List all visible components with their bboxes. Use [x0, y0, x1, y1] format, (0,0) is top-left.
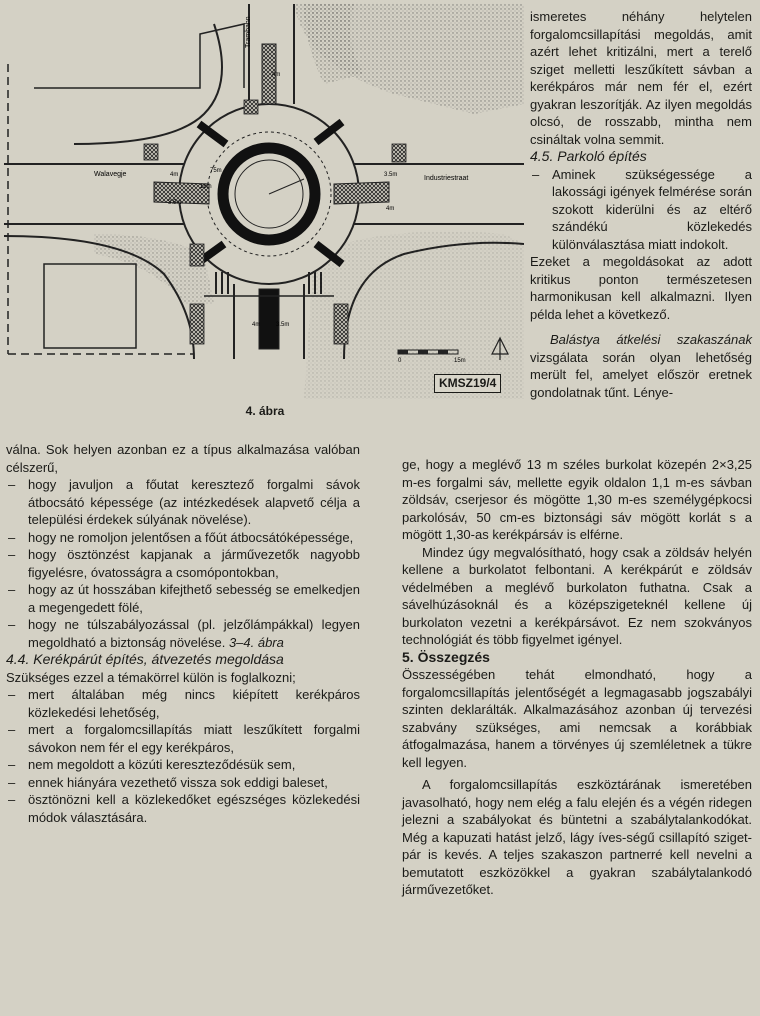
paragraph-harmony: Ezeket a megoldásokat az adott kritikus ponton természetesen harmonikusan kell alkalmazni. Ilyen példa lehet a következő.: [530, 254, 752, 322]
label-16m: 16m: [200, 184, 212, 190]
balastya-italic: Balástya átkelési szakaszának: [550, 332, 752, 347]
list-item-b5: – ösztönözni kell a közlekedőket egészséges közlekedési módok választására.: [6, 791, 360, 826]
label-4m-c: 4m: [386, 206, 395, 212]
heading-5: 5. Összegzés: [402, 648, 490, 665]
figure-id-box: KMSZ19/4: [434, 374, 501, 393]
paragraph-greenbelt: Mindez úgy megvalósítható, hogy csak a zöldsáv helyén kellene a burkolatot felbontani. A kerékpárút e zöldsáv védelmében a meglévő burkolaton futhatna. Csak a sávelhúzásoknál és a középszigeteknél kellene új burkolaton vezetni a kerékpársávot. Ez nem szokványos technológiát és több figyelmet igényel.: [402, 544, 752, 647]
right-column-bottom: [402, 456, 752, 899]
list-item-a2: – hogy ne romoljon jelentősen a főút átbocsátóképessége,: [6, 529, 360, 547]
heading-4-5: 4.5. Parkoló építés: [530, 148, 647, 164]
roundabout-figure: [4, 4, 524, 399]
list-item-b4: – ennek hiányára vezethető vissza sok eddigi baleset,: [6, 774, 360, 792]
right-column-top: [530, 8, 752, 401]
list-item-parking: – Aminek szükségessége a lakossági igények felmérése során szokott kiderülni és az eltérő szándékú közlekedés különválasztása miatt indokolt.: [530, 166, 752, 254]
paragraph-bike-topic: Szükséges ezzel a témakörrel külön is foglalkozni;: [6, 669, 296, 685]
label-35m-b: 3.5m: [384, 172, 398, 178]
paragraph-bad-solutions: ismeretes néhány helytelen forgalomcsillapítási megoldás, amit azért lehet kritizálni, mert a terelő sziget melletti leszűkített sávban a kerékpáros már nem fér el, ezért gyakran leszorítják. Az ilyen megoldás olcsó, de rosszabb, mintha nem csináltak volna semmit.: [530, 9, 752, 147]
list-item-b3: – nem megoldott a közúti kereszteződésük sem,: [6, 756, 360, 774]
label-35m-c: 3.5m: [276, 322, 290, 328]
label-35m-a: 3.5m: [168, 200, 182, 206]
label-left-road: Walavegje: [94, 171, 127, 178]
label-75m: 75m: [210, 168, 222, 174]
list-item-a5: [6, 616, 360, 651]
left-column: [6, 441, 360, 826]
label-4m-d: 4m: [252, 322, 261, 328]
figure-ref: 3–4. ábra: [228, 634, 284, 650]
label-4m-a: 4m: [170, 172, 179, 178]
list-item-a5-text: hogy ne túlszabályozással (pl. jelzőlámpákkal) legyen megoldható a biztonság növelése.: [28, 617, 360, 650]
list-item-b1: – mert általában még nincs kiépített kerékpáros közlekedési lehetőség,: [6, 686, 360, 721]
list-item-b2: – mert a forgalomcsillapítás miatt leszűkített forgalmi sávokon nem fér el egy kerékpáros,: [6, 721, 360, 756]
paragraph-type-usage: válna. Sok helyen azonban ez a típus alkalmazása valóban célszerű,: [6, 442, 360, 475]
balastya-rest: vizsgálata során olyan lehetőség merült fel, amelyet először eretnek gondolatnak tűnt. Lénye-: [530, 349, 752, 400]
scale-zero: 0: [398, 358, 402, 364]
list-item-a1: – hogy javuljon a főutat keresztező forgalmi sávok átbocsátó képessége (az intézkedések alapvető célja a települési érdekek súlyának növelése).: [6, 476, 360, 529]
list-item-a4: – hogy az út hosszában kifejthető sebesség se emelkedjen a megengedett fölé,: [6, 581, 360, 616]
list-item-a3: – hogy ösztönzést kapjanak a járművezetők nagyobb figyelésre, óvatosságra a csomópontokban,: [6, 546, 360, 581]
paragraph-toolbox: A forgalomcsillapítás eszköztárának ismeretében javasolható, hogy nem elég a falu elején és a végén ridegen jelezni a szabályokat és büntetni a szabálytalankodókat. Még a kapuzati hatást jelző, lágy íves-ségű csillapító sziget-pár is kevés. A teljes szakaszon partnerré kell nevelni a bemutatott eszközökkel a gyakran szabálytalankodó járművezetőket.: [402, 777, 752, 897]
paragraph-balastya: [530, 331, 752, 401]
scale-15m: 15m: [454, 358, 466, 364]
paragraph-balastya-cont: ge, hogy a meglévő 13 m széles burkolat közepén 2×3,25 m-es forgalmi sáv, mellette egyik oldalon 1,1 m-es sávban zöldsáv, cserjesor és mögötte 1,30 m-es személygépkocsi parkolósáv, 50 cm-es biztonsági sáv mögött korlát s a mögött 1,30-as kerékpársáv is elférne.: [402, 457, 752, 542]
label-4m-b: 4m: [272, 72, 281, 78]
paragraph-summary: Összességében tehát elmondható, hogy a forgalomcsillapítás jelentőségét a legmagasabb jogszabályi szinten deklarálták. Alkalmazásához azonban új tervezési szabvány szükséges, ami nemcsak a korábbiak átfogalmazása, hanem a törvényes új szemléletnek a tükre kell legyen.: [402, 667, 752, 770]
label-right-road: Industriestraat: [424, 175, 469, 182]
label-tram: Trambahn: [245, 16, 252, 48]
heading-4-4: 4.4. Kerékpárút építés, átvezetés megoldása: [6, 651, 284, 667]
figure-caption: 4. ábra: [245, 404, 285, 418]
